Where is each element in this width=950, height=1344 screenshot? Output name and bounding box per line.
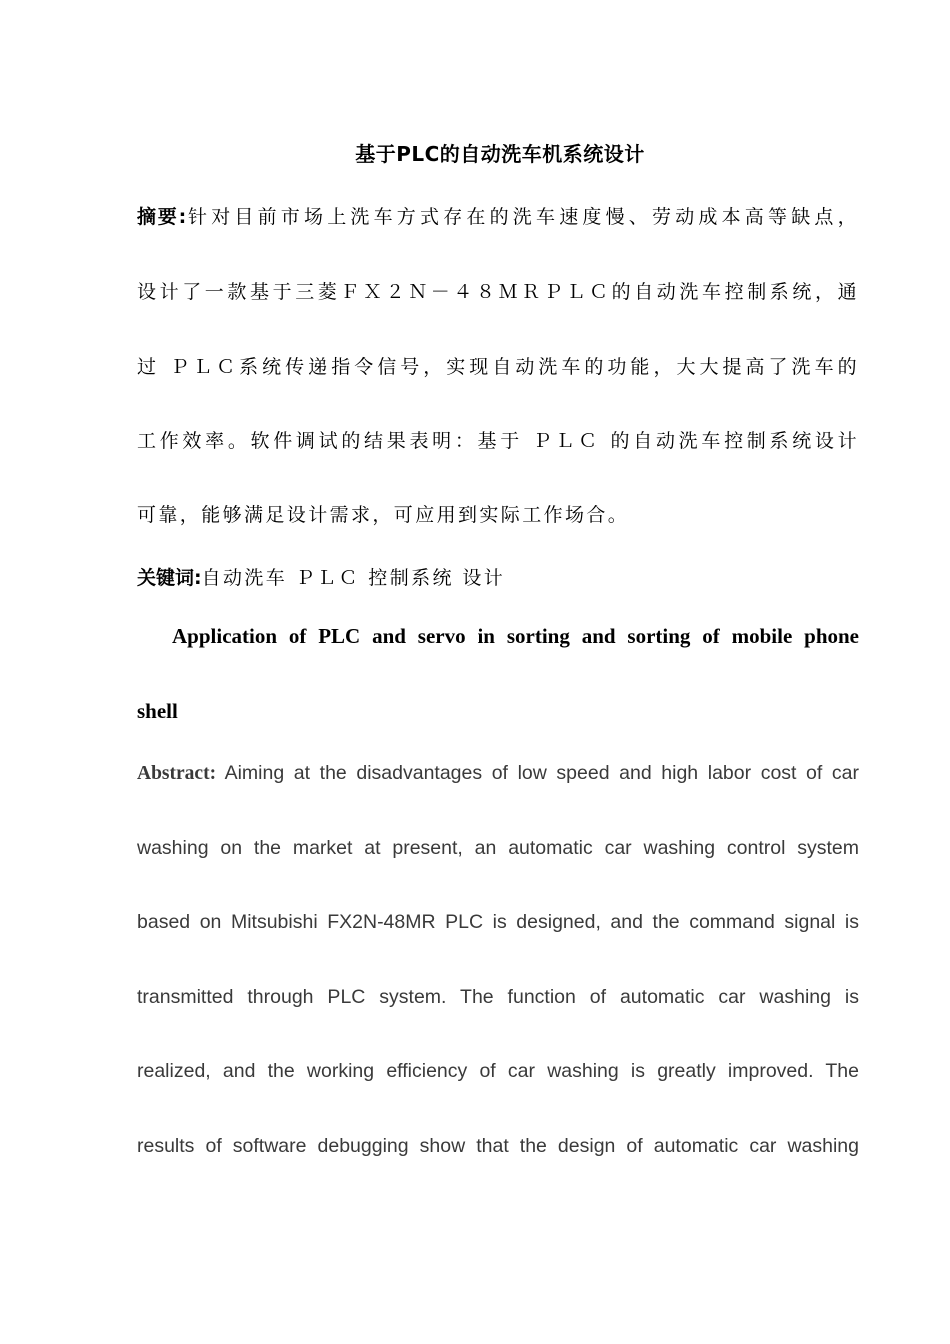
english-title-line: Application of PLC and servo in sorting and sorting of mobile phone	[172, 624, 859, 648]
abstract-cn-label: 摘要:	[137, 206, 187, 228]
abstract-cn-line	[137, 202, 859, 229]
abstract-en-label: Abstract:	[137, 763, 217, 784]
abstract-en-line: realized, and the working efficiency of car washing is greatly improved. The	[137, 1060, 859, 1082]
abstract-en-line: based on Mitsubishi FX2N-48MR PLC is designed, and the command signal is	[137, 911, 859, 933]
abstract-en-text: Aiming at the disadvantages of low speed and high labor cost of car	[224, 762, 860, 784]
abstract-cn-text: 针对目前市场上洗车方式存在的洗车速度慢、劳动成本高等缺点，	[186, 206, 859, 228]
abstract-en-line: transmitted through PLC system. The function of automatic car washing is	[137, 986, 859, 1008]
abstract-cn-line: 设计了一款基于三菱ＦＸ２Ｎ－４８ＭＲＰＬＣ的自动洗车控制系统，通	[137, 281, 859, 303]
abstract-cn-line: 可靠，能够满足设计需求，可应用到实际工作场合。	[137, 504, 630, 526]
abstract-cn-line: 工作效率。软件调试的结果表明：基于 ＰＬＣ 的自动洗车控制系统设计	[137, 430, 859, 452]
keywords-cn-text: 自动洗车 ＰＬＣ 控制系统 设计	[201, 567, 506, 589]
english-title-line: shell	[137, 699, 178, 723]
document-title: 基于PLC的自动洗车机系统设计	[355, 142, 645, 166]
abstract-en-line	[137, 762, 859, 785]
keywords-cn-line	[137, 563, 859, 590]
abstract-en-line: results of software debugging show that the design of automatic car washing	[137, 1135, 859, 1157]
abstract-cn-line: 过 ＰＬＣ系统传递指令信号，实现自动洗车的功能，大大提高了洗车的	[137, 356, 859, 378]
abstract-en-line: washing on the market at present, an automatic car washing control system	[137, 837, 859, 859]
keywords-cn-label: 关键词:	[137, 567, 202, 589]
